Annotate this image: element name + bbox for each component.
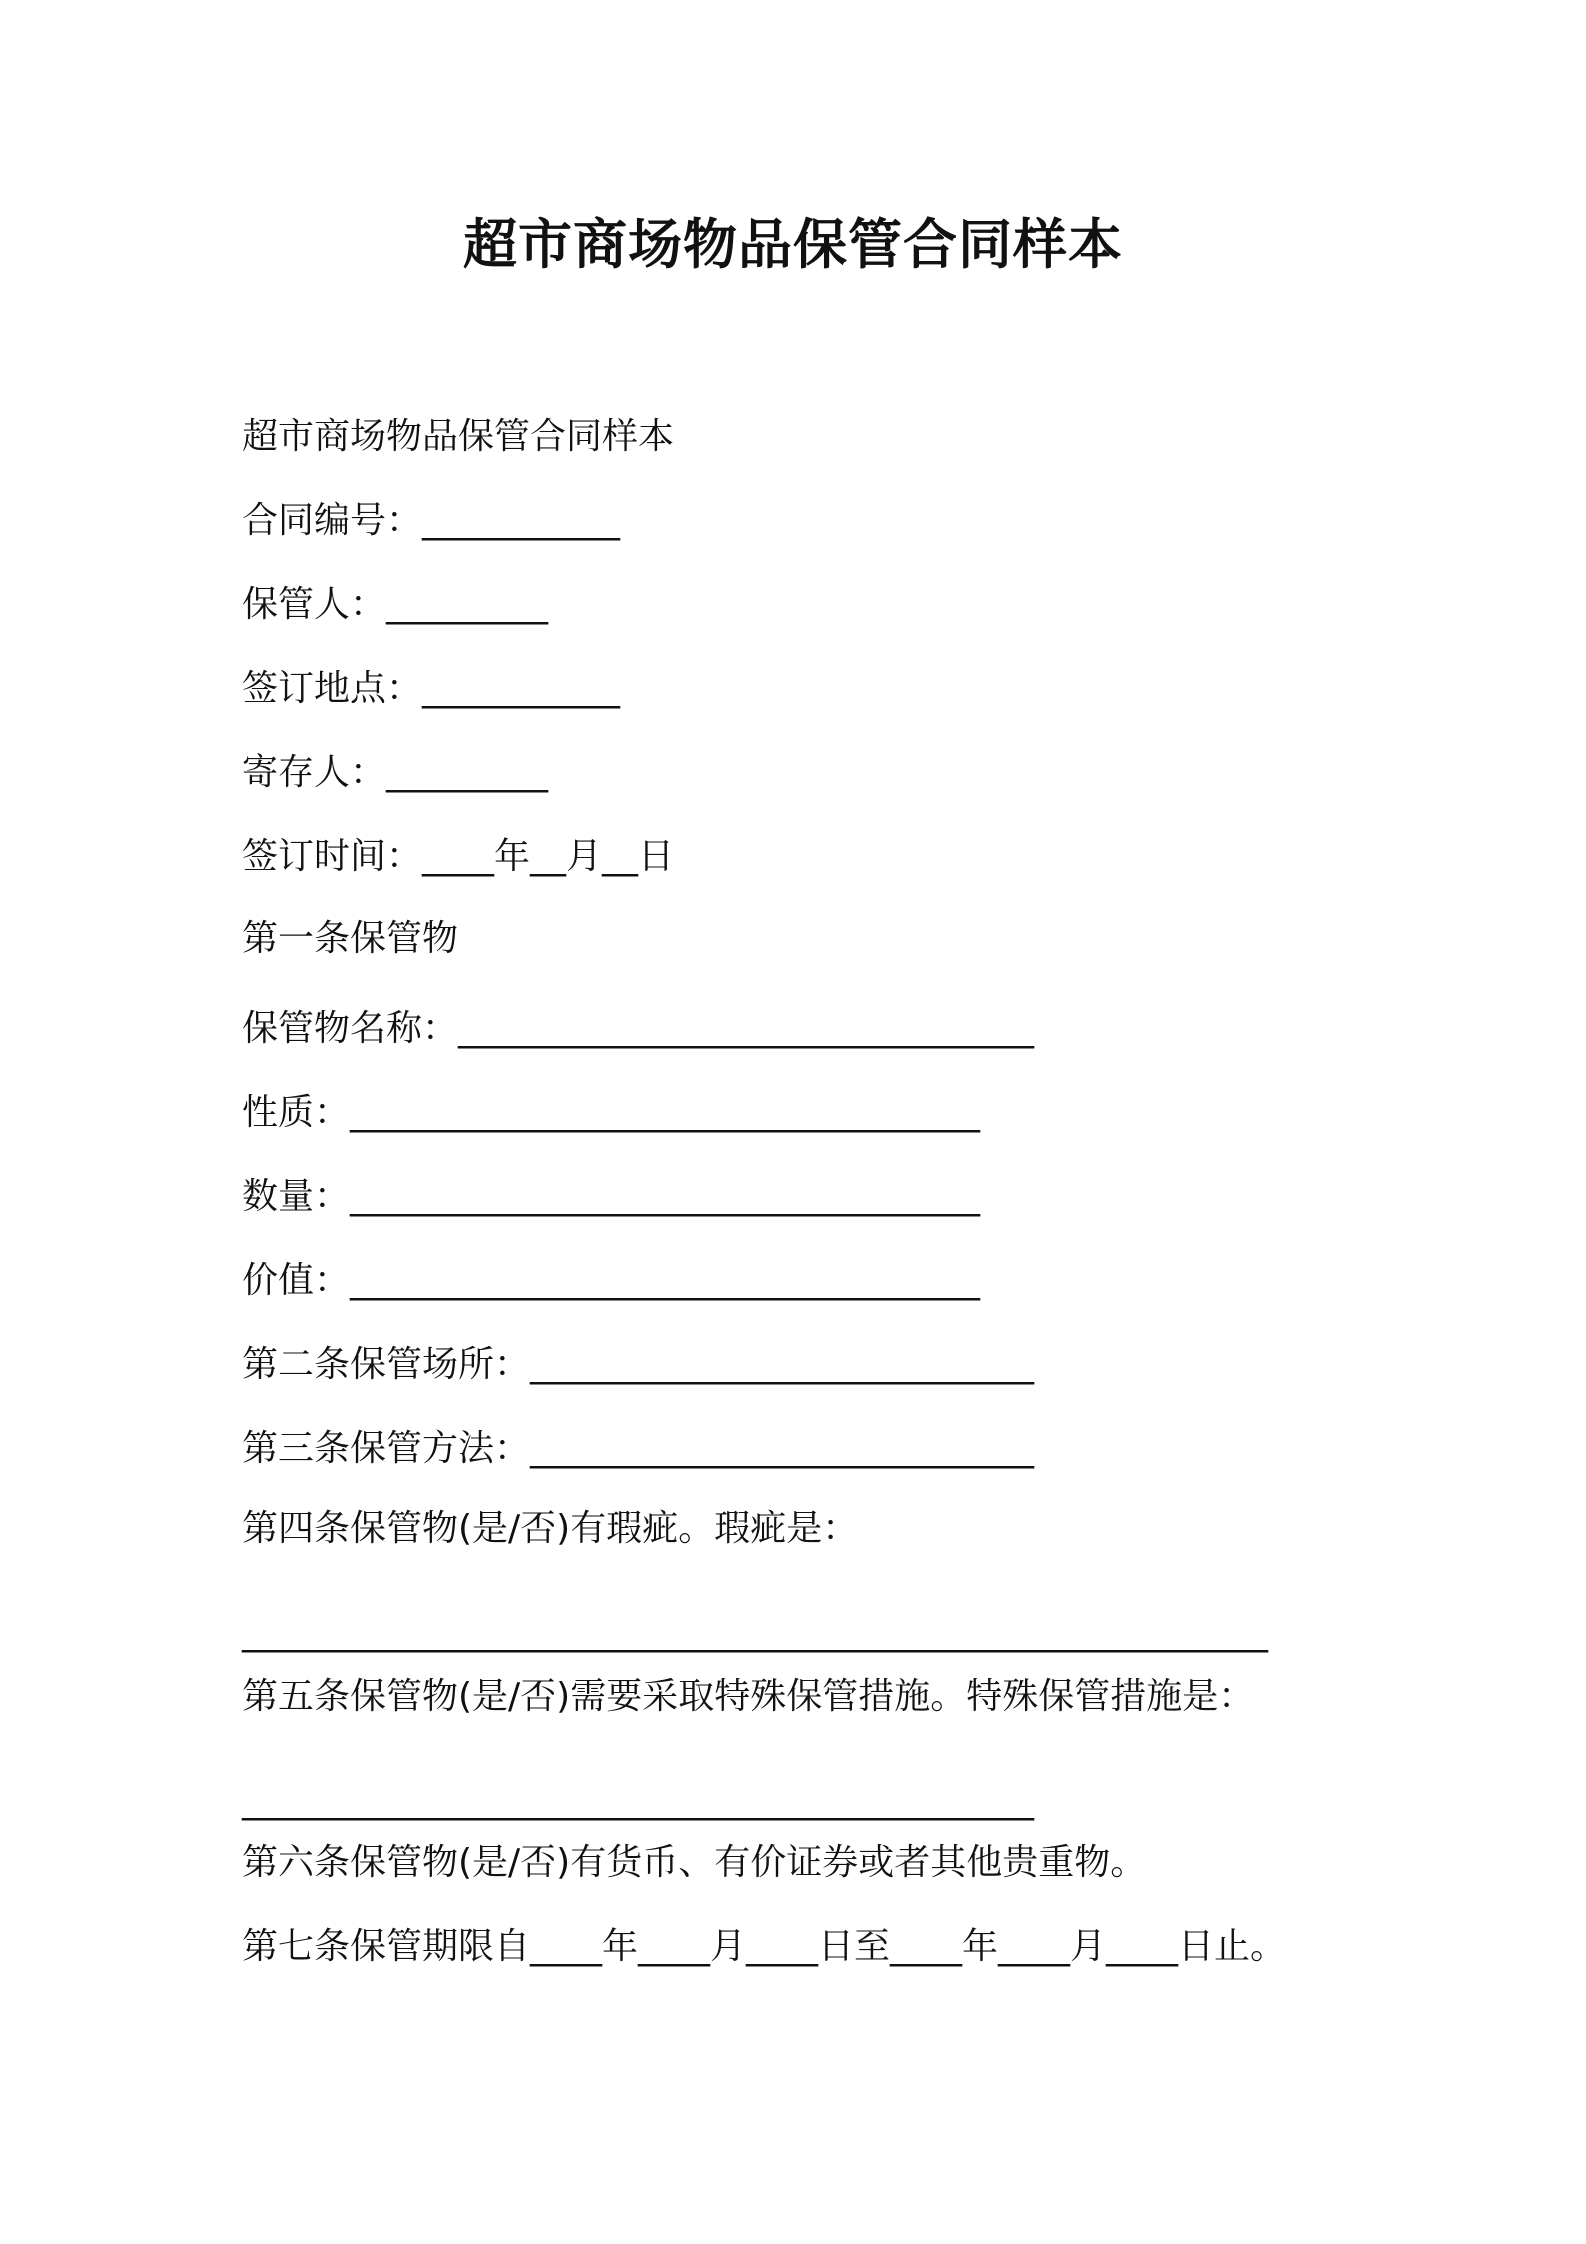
article-2-line: 第二条保管场所：____________________________ bbox=[242, 1344, 1035, 1385]
article-4-line: 第四条保管物(是/否)有瑕疵。瑕疵是： bbox=[242, 1508, 859, 1549]
article-5-blank-line: ____________________________________________ bbox=[242, 1780, 1034, 1821]
article-3-line: 第三条保管方法：____________________________ bbox=[242, 1428, 1035, 1469]
article-6-line: 第六条保管物(是/否)有货币、有价证券或者其他贵重物。 bbox=[242, 1842, 1147, 1883]
item-value-line: 价值：___________________________________ bbox=[242, 1260, 981, 1301]
document-title: 超市商场物品保管合同样本 bbox=[463, 213, 1123, 276]
item-nature-line: 性质：___________________________________ bbox=[242, 1092, 981, 1133]
article-5-line: 第五条保管物(是/否)需要采取特殊保管措施。特殊保管措施是： bbox=[242, 1676, 1255, 1717]
depositor-line: 寄存人：_________ bbox=[242, 752, 549, 793]
article-7-line: 第七条保管期限自____年____月____日至____年____月____日止。 bbox=[242, 1926, 1287, 1967]
signing-place-line: 签订地点：___________ bbox=[242, 668, 621, 709]
article-1-heading: 第一条保管物 bbox=[242, 918, 459, 959]
item-name-line: 保管物名称：________________________________ bbox=[242, 1008, 1035, 1049]
custodian-line: 保管人：_________ bbox=[242, 584, 549, 625]
article-4-blank-line: _________________________________________________________ bbox=[242, 1612, 1268, 1653]
contract-number-line: 合同编号：___________ bbox=[242, 500, 621, 541]
subtitle-line: 超市商场物品保管合同样本 bbox=[242, 416, 675, 457]
item-quantity-line: 数量：___________________________________ bbox=[242, 1176, 981, 1217]
signing-date-line: 签订时间：____年__月__日 bbox=[242, 836, 675, 877]
